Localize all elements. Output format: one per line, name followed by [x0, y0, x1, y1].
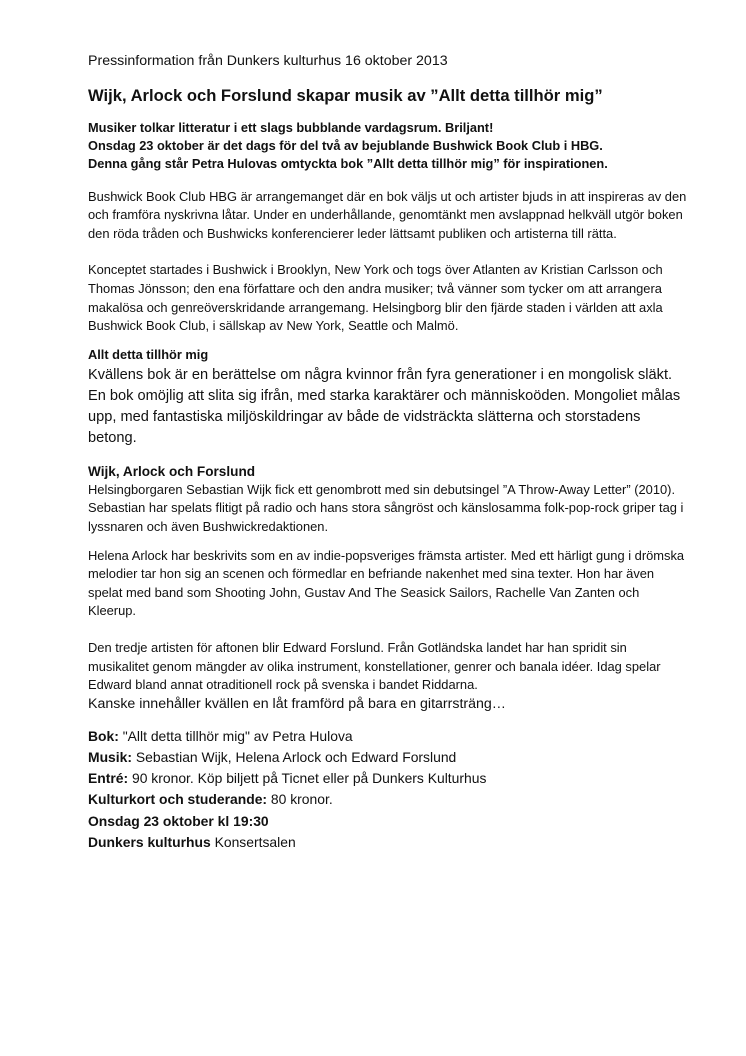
- lead-line: Denna gång står Petra Hulovas omtyckta bok ”Allt detta tillhör mig” för inspirationen.: [88, 156, 608, 172]
- artist-wijk-paragraph: Helsingborgaren Sebastian Wijk fick ett genombrott med sin debutsingel ”A Throw-Away Letter” (2010). Sebastian har spelats flitigt på radio och hans stora sångröst och känslosamma folk-pop-rock griper tag i lyssnaren och även Bushwickredaktionen.: [88, 481, 684, 534]
- book-subheading: Allt detta tillhör mig: [88, 346, 209, 362]
- info-label: Musik:: [88, 748, 132, 765]
- info-row: [88, 832, 688, 853]
- intro-paragraph: Bushwick Book Club HBG är arrangemanget där en bok väljs ut och artister bjuds in att inspireras av den och framföra nyskrivna låtar. Under en underhållande, genomtänkt men avslappnad helkväll utgör boken den röda tråden och Bushwicks konferencierer leder lättsamt publiken och artisterna till rätta.: [88, 188, 687, 241]
- info-value: 90 kronor. Köp biljett på Ticnet eller på Dunkers Kulturhus: [128, 770, 487, 787]
- closing-line: Kanske innehåller kvällen en låt framförd på bara en gitarrsträng…: [88, 695, 506, 712]
- info-row: [88, 726, 688, 747]
- artist-arlock-paragraph: Helena Arlock har beskrivits som en av indie-popsveriges främsta artister. Med ett härligt gung i drömska melodier tar hon sig an scenen och förmedlar en befriande nakenhet med sina texter. Hon har även spelat med band som Shooting John, Gustav And The Seasick Sailors, Rachelle Van Zanten och Kleerup.: [88, 547, 685, 619]
- info-value: "Allt detta tillhör mig" av Petra Hulova: [118, 727, 353, 744]
- info-value: 80 kronor.: [267, 791, 333, 808]
- book-paragraph: Kvällens bok är en berättelse om några kvinnor från fyra generationer i en mongolisk släkt. En bok omöjlig att slita sig ifrån, med starka karaktärer och människoöden. Mongoliet målas upp, med fantastiska miljöskildringar av både de vidsträckta slätterna och storstadens betong.: [88, 366, 681, 446]
- info-label: Dunkers kulturhus: [88, 833, 211, 850]
- info-row: [88, 747, 688, 768]
- event-info: [88, 726, 688, 853]
- lead-line: Musiker tolkar litteratur i ett slags bubblande vardagsrum. Briljant!: [88, 120, 494, 135]
- info-label: Kulturkort och studerande:: [88, 791, 268, 808]
- press-kicker: Pressinformation från Dunkers kulturhus 16 oktober 2013: [88, 53, 448, 69]
- info-value: Konsertsalen: [210, 833, 296, 850]
- lead-line: Onsdag 23 oktober är det dags för del två av bejublande Bushwick Book Club i HBG.: [88, 138, 603, 154]
- lead-paragraph: [88, 119, 688, 174]
- info-label: Bok:: [88, 727, 119, 744]
- info-value: Sebastian Wijk, Helena Arlock och Edward Forslund: [132, 748, 457, 765]
- info-label: Entré:: [88, 770, 129, 787]
- info-row: [88, 789, 688, 810]
- concept-paragraph: Konceptet startades i Bushwick i Brooklyn, New York och togs över Atlanten av Kristian Carlsson och Thomas Jönsson; den ena författare och den andra musiker; två vänner som tycker om att arrangera makalösa och genreöverskridande arrangemang. Helsingborg blir den fjärde staden i världen att axla Bushwick Book Club, i sällskap av New York, Seattle och Malmö.: [88, 262, 663, 334]
- artist-forslund-paragraph: Den tredje artisten för aftonen blir Edward Forslund. Från Gotländska landet har han spridit sin musikalitet genom mängder av olika instrument, konstellationer, genrer och banala idéer. Idag spelar Edward bland annat otraditionell rock på svenska i bandet Riddarna.: [88, 639, 661, 693]
- info-label: Onsdag 23 oktober kl 19:30: [88, 812, 269, 829]
- headline: Wijk, Arlock och Forslund skapar musik av ”Allt detta tillhör mig”: [88, 86, 603, 105]
- info-row: [88, 768, 688, 789]
- press-release: [88, 52, 688, 853]
- artists-subheading: Wijk, Arlock och Forslund: [88, 463, 256, 479]
- info-row: [88, 811, 688, 832]
